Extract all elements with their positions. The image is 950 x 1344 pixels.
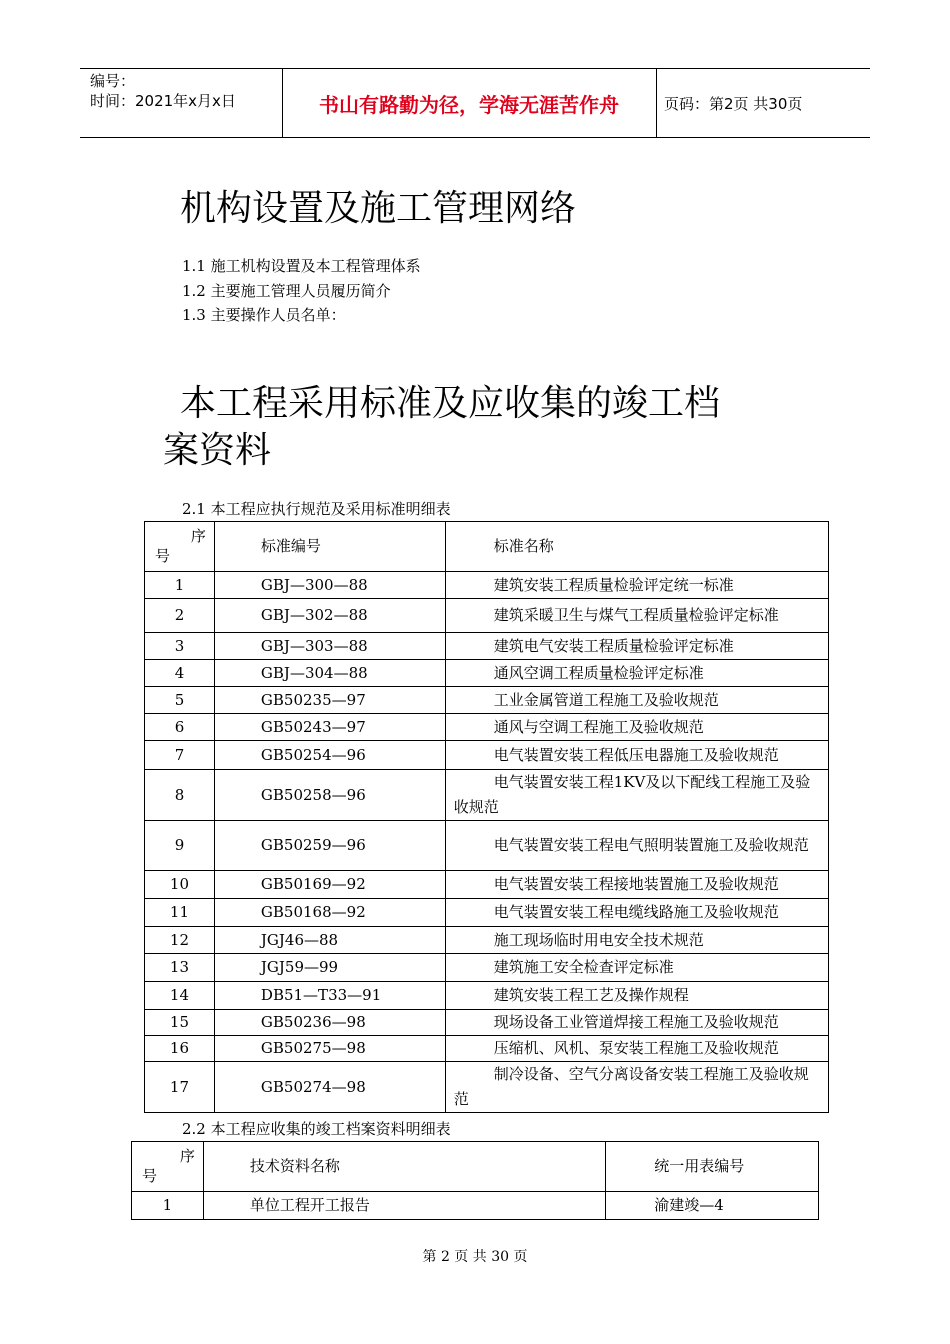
table-row [145,1010,829,1036]
standard-name: 电气装置安装工程1KV及以下配线工程施工及验收规范 [445,770,828,821]
table-row [145,899,829,927]
standard-code: GB50168—92 [214,899,445,927]
header-page-info: 页码：第2页 共30页 [664,95,803,113]
table-row [145,660,829,687]
standard-code: GBJ—300—88 [214,572,445,599]
header-seq-a: 序 [190,527,206,545]
standard-name: 现场设备工业管道焊接工程施工及验收规范 [445,1010,828,1036]
standard-name: 电气装置安装工程低压电器施工及验收规范 [445,741,828,770]
page-footer: 第 2 页 共 30 页 [422,1249,528,1265]
document-name: 单位工程开工报告 [203,1192,605,1220]
section1-title: 机构设置及施工管理网络 [180,188,577,229]
table-row [145,871,829,899]
header-seq-a: 序 [179,1147,195,1165]
table-row [145,982,829,1010]
standard-code: GB50243—97 [214,714,445,741]
standard-name: 建筑施工安全检查评定标准 [445,954,828,982]
row-number: 17 [145,1062,215,1113]
row-number: 9 [145,821,215,871]
section2-title-line1: 本工程采用标准及应收集的竣工档 [180,383,721,424]
table-row [145,821,829,871]
header-divider [656,69,657,137]
row-number: 13 [145,954,215,982]
standard-code: GBJ—303—88 [214,633,445,660]
standard-name: 通风空调工程质量检验评定标准 [445,660,828,687]
standard-code: GB50258—96 [214,770,445,821]
table-row [145,633,829,660]
standard-name: 电气装置安装工程电缆线路施工及验收规范 [445,899,828,927]
row-number: 3 [145,633,215,660]
row-number: 12 [145,927,215,954]
form-code: 渝建竣—4 [606,1192,819,1220]
table-row [145,572,829,599]
standard-name: 建筑安装工程质量检验评定统一标准 [445,572,828,599]
section1-item: 1.3 主要操作人员名单： [182,306,346,324]
table-header-row [145,522,829,572]
standard-name: 施工现场临时用电安全技术规范 [445,927,828,954]
header-number-label: 编号： [90,72,136,90]
standard-name: 建筑采暖卫生与煤气工程质量检验评定标准 [445,599,828,633]
section1-item: 1.1 施工机构设置及本工程管理体系 [182,257,421,275]
standard-code: GBJ—304—88 [214,660,445,687]
standard-code: GB50275—98 [214,1036,445,1062]
row-number: 4 [145,660,215,687]
row-number: 5 [145,687,215,714]
header-meta [90,71,236,111]
header-seq-b: 号 [142,1167,158,1185]
standard-name: 建筑电气安装工程质量检验评定标准 [445,633,828,660]
standard-name: 建筑安装工程工艺及操作规程 [445,982,828,1010]
table-row [145,1036,829,1062]
row-number: 10 [145,871,215,899]
standard-name: 工业金属管道工程施工及验收规范 [445,687,828,714]
table-row [145,770,829,821]
table-row [145,1062,829,1113]
standards-table [144,521,829,1113]
table-row [145,954,829,982]
table1-caption: 2.1 本工程应执行规范及采用标准明细表 [182,500,451,518]
standard-code: GB50259—96 [214,821,445,871]
section2-title-line2: 案资料 [163,430,272,471]
table-header-row [132,1142,819,1192]
section1-item: 1.2 主要施工管理人员履历简介 [182,282,391,300]
header-seq [145,522,215,572]
standard-code: GB50254—96 [214,741,445,770]
page-header [80,68,870,138]
table-row [145,687,829,714]
standard-name: 电气装置安装工程接地装置施工及验收规范 [445,871,828,899]
standard-code: GBJ—302—88 [214,599,445,633]
table2-caption: 2.2 本工程应收集的竣工档案资料明细表 [182,1120,451,1138]
table-row [145,927,829,954]
row-number: 8 [145,770,215,821]
header-motto: 书山有路勤为径，学海无涯苦作舟 [319,92,619,117]
row-number: 2 [145,599,215,633]
row-number: 7 [145,741,215,770]
table-row [145,741,829,770]
standard-code: DB51—T33—91 [214,982,445,1010]
table-row [145,714,829,741]
header-form: 统一用表编号 [606,1142,819,1192]
row-number: 15 [145,1010,215,1036]
row-number: 1 [145,572,215,599]
standard-name: 制冷设备、空气分离设备安装工程施工及验收规范 [445,1062,828,1113]
standard-code: JGJ59—99 [214,954,445,982]
header-code: 标准编号 [214,522,445,572]
table-row [145,599,829,633]
standard-code: GB50169—92 [214,871,445,899]
row-number: 11 [145,899,215,927]
table-row [132,1192,819,1220]
standard-code: JGJ46—88 [214,927,445,954]
header-time-label: 时间：2021年x月x日 [90,92,236,110]
row-number: 16 [145,1036,215,1062]
standard-name: 压缩机、风机、泵安装工程施工及验收规范 [445,1036,828,1062]
header-doc: 技术资料名称 [203,1142,605,1192]
documents-table [131,1141,819,1220]
standard-code: GB50235—97 [214,687,445,714]
header-seq-b: 号 [155,547,171,565]
header-name: 标准名称 [445,522,828,572]
row-number: 1 [132,1192,204,1220]
row-number: 6 [145,714,215,741]
standard-code: GB50236—98 [214,1010,445,1036]
row-number: 14 [145,982,215,1010]
header-seq [132,1142,204,1192]
standard-code: GB50274—98 [214,1062,445,1113]
standard-name: 通风与空调工程施工及验收规范 [445,714,828,741]
standard-name: 电气装置安装工程电气照明装置施工及验收规范 [445,821,828,871]
